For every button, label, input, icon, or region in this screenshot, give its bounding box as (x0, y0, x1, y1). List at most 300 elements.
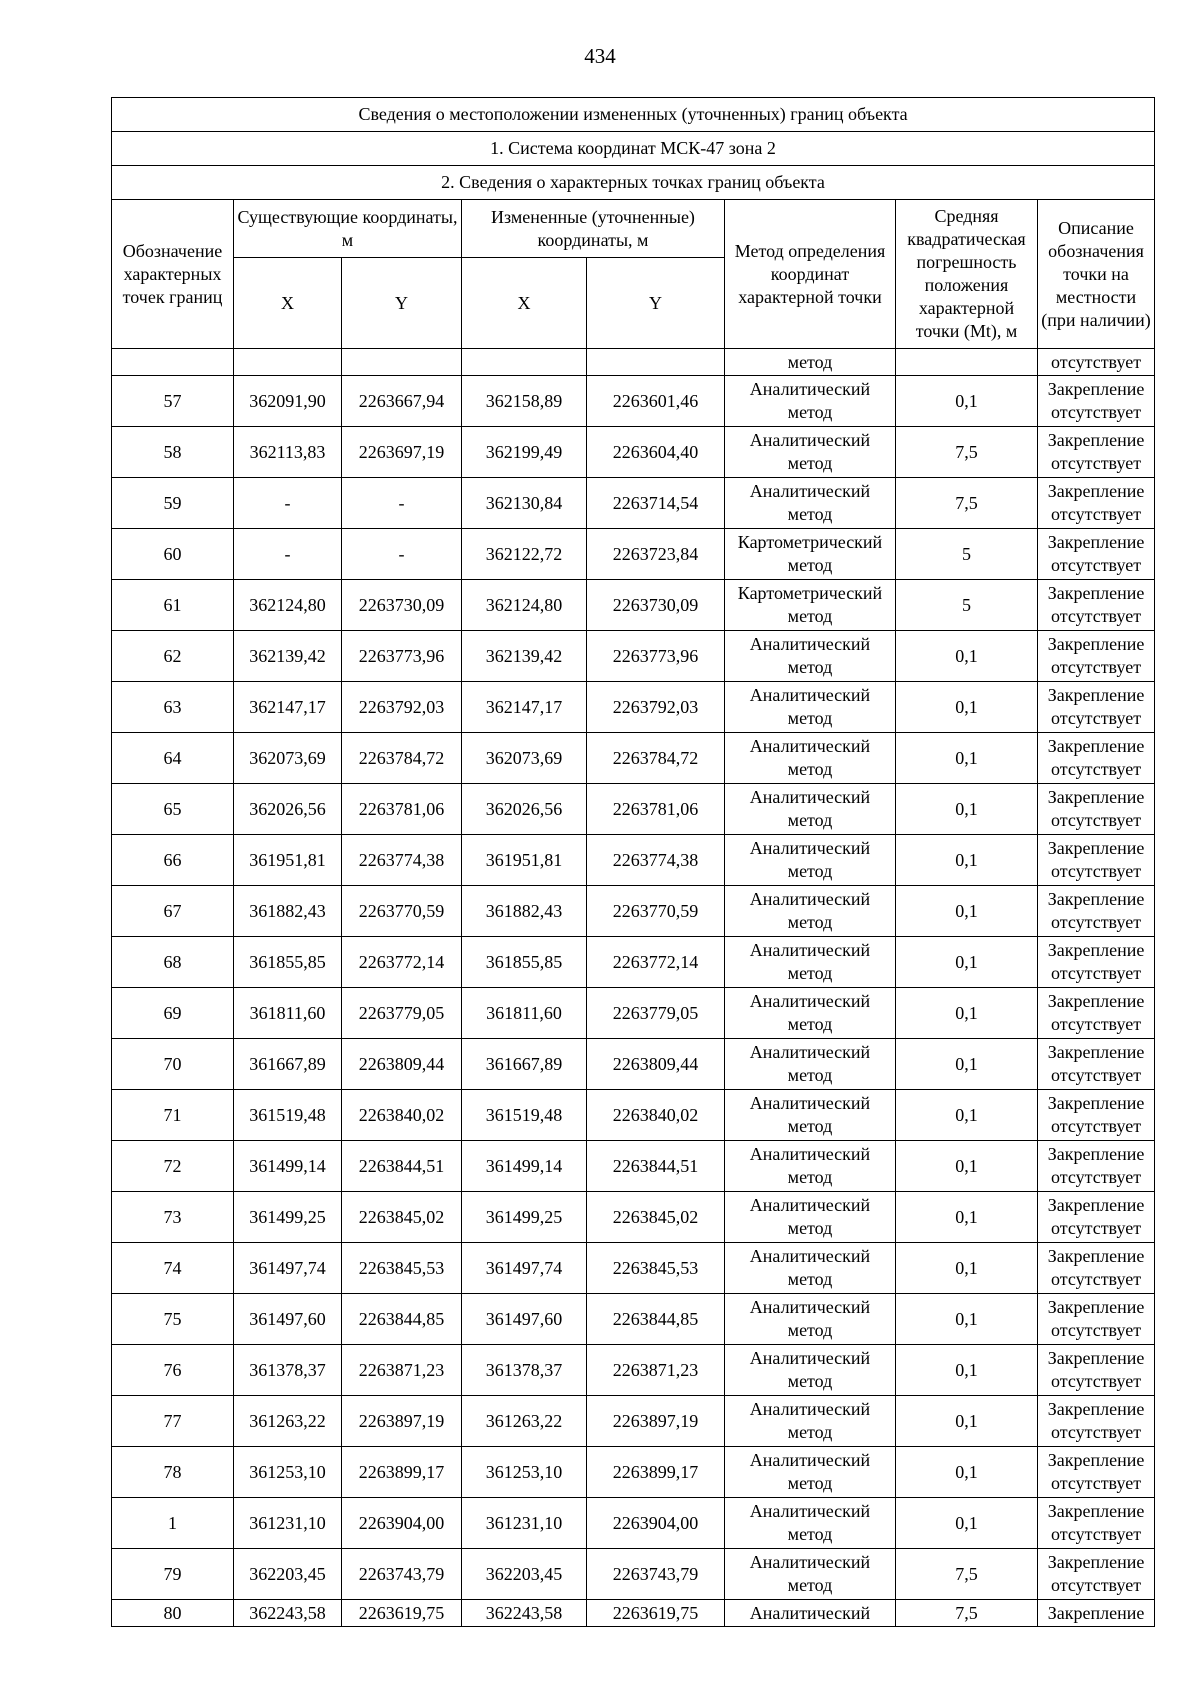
existing-y-cell: 2263770,59 (342, 886, 462, 937)
changed-x-cell: 362139,42 (462, 631, 587, 682)
description-cell (1038, 1294, 1155, 1345)
existing-y-cell: 2263743,79 (342, 1549, 462, 1600)
method-cell-line: метод (787, 861, 833, 881)
existing-y-cell: 2263844,85 (342, 1294, 462, 1345)
point-number-cell: 58 (112, 427, 234, 478)
table-cell (112, 349, 234, 376)
existing-x-cell: 362073,69 (234, 733, 342, 784)
table-cell (234, 349, 342, 376)
method-cell-line: метод (787, 1065, 833, 1085)
existing-y-cell: 2263774,38 (342, 835, 462, 886)
method-cell-line: метод (787, 1116, 833, 1136)
error-cell: 5 (896, 580, 1038, 631)
changed-x-cell: 362122,72 (462, 529, 587, 580)
existing-x-cell: 362139,42 (234, 631, 342, 682)
changed-x-cell: 361882,43 (462, 886, 587, 937)
method-cell-line: метод (787, 1320, 833, 1340)
changed-y-cell: 2263844,85 (587, 1294, 725, 1345)
changed-y-cell: 2263774,38 (587, 835, 725, 886)
point-number-cell: 69 (112, 988, 234, 1039)
description-cell-line: Закрепление (1047, 1093, 1145, 1113)
method-cell-line: метод (787, 402, 833, 422)
existing-y-cell: 2263697,19 (342, 427, 462, 478)
existing-x-cell: 362091,90 (234, 376, 342, 427)
method-cell: метод (725, 349, 896, 376)
description-cell-line: Закрепление (1047, 1297, 1145, 1317)
error-cell: 0,1 (896, 682, 1038, 733)
description-cell-line: Закрепление (1047, 1552, 1145, 1572)
method-cell-line: Аналитический (749, 1195, 871, 1215)
description-cell (1038, 1141, 1155, 1192)
description-cell (1038, 427, 1155, 478)
point-number-cell: 78 (112, 1447, 234, 1498)
error-cell: 7,5 (896, 478, 1038, 529)
description-cell (1038, 1090, 1155, 1141)
changed-x-cell: 362026,56 (462, 784, 587, 835)
description-cell-line: отсутствует (1051, 1065, 1142, 1085)
header-changed-x: X (462, 258, 587, 349)
existing-y-cell: 2263897,19 (342, 1396, 462, 1447)
method-cell (725, 1039, 896, 1090)
method-cell-line: Аналитический (749, 736, 871, 756)
description-cell (1038, 1192, 1155, 1243)
description-cell (1038, 886, 1155, 937)
point-number-cell: 57 (112, 376, 234, 427)
existing-x-cell: - (234, 478, 342, 529)
boundary-points-table (111, 97, 1155, 1627)
changed-y-cell: 2263844,51 (587, 1141, 725, 1192)
changed-y-cell: 2263845,02 (587, 1192, 725, 1243)
description-cell (1038, 580, 1155, 631)
method-cell-line: Аналитический (749, 1246, 871, 1266)
existing-y-cell: 2263773,96 (342, 631, 462, 682)
point-number-cell: 76 (112, 1345, 234, 1396)
method-cell-line: Аналитический (749, 991, 871, 1011)
table-row (112, 376, 1155, 427)
method-cell (725, 1498, 896, 1549)
changed-y-cell: 2263770,59 (587, 886, 725, 937)
existing-y-cell: 2263840,02 (342, 1090, 462, 1141)
error-cell: 0,1 (896, 784, 1038, 835)
method-cell (725, 580, 896, 631)
header-designation: Обозначение характерных точек границ (112, 200, 234, 349)
table-row (112, 1090, 1155, 1141)
changed-y-cell: 2263897,19 (587, 1396, 725, 1447)
existing-x-cell: - (234, 529, 342, 580)
description-cell-line: Закрепление (1047, 685, 1145, 705)
table-cell (342, 349, 462, 376)
error-cell: 0,1 (896, 937, 1038, 988)
description-cell-line: Закрепление (1047, 583, 1145, 603)
error-cell: 7,5 (896, 1549, 1038, 1600)
point-number-cell: 64 (112, 733, 234, 784)
changed-y-cell: 2263792,03 (587, 682, 725, 733)
existing-y-cell: 2263781,06 (342, 784, 462, 835)
table-row (112, 1141, 1155, 1192)
description-cell-line: Закрепление (1047, 1144, 1145, 1164)
header-existing-y: Y (342, 258, 462, 349)
changed-x-cell: 361378,37 (462, 1345, 587, 1396)
table-cell (896, 349, 1038, 376)
existing-x-cell: 362243,58 (234, 1600, 342, 1627)
method-cell-line: метод (787, 1524, 833, 1544)
table-row (112, 784, 1155, 835)
description-cell-line: отсутствует (1051, 1014, 1142, 1034)
method-cell (725, 1090, 896, 1141)
description-cell-line: отсутствует (1051, 657, 1142, 677)
method-cell-line: Аналитический (749, 889, 871, 909)
description-cell (1038, 1243, 1155, 1294)
description-cell-line: отсутствует (1051, 963, 1142, 983)
description-cell-line: Закрепление (1047, 787, 1145, 807)
description-cell-line: отсутствует (1051, 810, 1142, 830)
description-cell (1038, 733, 1155, 784)
error-cell: 0,1 (896, 733, 1038, 784)
error-cell: 0,1 (896, 1294, 1038, 1345)
table-row (112, 529, 1155, 580)
changed-x-cell: 362073,69 (462, 733, 587, 784)
method-cell (725, 1396, 896, 1447)
point-number-cell: 1 (112, 1498, 234, 1549)
changed-x-cell: 362124,80 (462, 580, 587, 631)
table-cell (462, 349, 587, 376)
method-cell-line: метод (787, 1269, 833, 1289)
method-cell-line: Аналитический (749, 940, 871, 960)
changed-x-cell: 362203,45 (462, 1549, 587, 1600)
method-cell-line: Аналитический (749, 379, 871, 399)
point-number-cell: 77 (112, 1396, 234, 1447)
method-cell-line: метод (787, 1371, 833, 1391)
description-cell-line: отсутствует (1051, 1422, 1142, 1442)
changed-y-cell: 2263840,02 (587, 1090, 725, 1141)
method-cell (725, 1192, 896, 1243)
changed-y-cell: 2263604,40 (587, 427, 725, 478)
description-cell-line: отсутствует (1051, 708, 1142, 728)
description-cell (1038, 835, 1155, 886)
changed-y-cell: 2263772,14 (587, 937, 725, 988)
table-row (112, 1600, 1155, 1627)
error-cell: 0,1 (896, 1396, 1038, 1447)
existing-y-cell: 2263809,44 (342, 1039, 462, 1090)
method-cell (725, 682, 896, 733)
table-row (112, 1294, 1155, 1345)
method-cell-line: метод (787, 1422, 833, 1442)
existing-x-cell: 361811,60 (234, 988, 342, 1039)
header-changed-y: Y (587, 258, 725, 349)
existing-y-cell: 2263784,72 (342, 733, 462, 784)
existing-x-cell: 361263,22 (234, 1396, 342, 1447)
method-cell-line: метод (787, 1167, 833, 1187)
description-cell-line: отсутствует (1051, 1269, 1142, 1289)
error-cell: 0,1 (896, 1498, 1038, 1549)
description-cell-line: отсутствует (1051, 1524, 1142, 1544)
description-cell-line: отсутствует (1051, 861, 1142, 881)
existing-y-cell: 2263772,14 (342, 937, 462, 988)
description-cell-line: отсутствует (1051, 1320, 1142, 1340)
description-cell-line: отсутствует (1051, 1575, 1142, 1595)
changed-y-cell: 2263773,96 (587, 631, 725, 682)
point-number-cell: 62 (112, 631, 234, 682)
existing-y-cell: - (342, 478, 462, 529)
description-cell-line: Закрепление (1047, 1195, 1145, 1215)
point-number-cell: 66 (112, 835, 234, 886)
changed-x-cell: 361519,48 (462, 1090, 587, 1141)
description-cell (1038, 1549, 1155, 1600)
error-cell: 7,5 (896, 427, 1038, 478)
error-cell: 0,1 (896, 1090, 1038, 1141)
method-cell (725, 427, 896, 478)
error-cell: 0,1 (896, 886, 1038, 937)
method-cell (725, 478, 896, 529)
description-cell (1038, 376, 1155, 427)
description-cell-line: отсутствует (1051, 1473, 1142, 1493)
existing-x-cell: 361231,10 (234, 1498, 342, 1549)
method-cell-line: метод (787, 1575, 833, 1595)
changed-x-cell: 361499,25 (462, 1192, 587, 1243)
existing-y-cell: 2263845,02 (342, 1192, 462, 1243)
method-cell (725, 631, 896, 682)
method-cell-line: Аналитический (749, 430, 871, 450)
changed-x-cell: 361231,10 (462, 1498, 587, 1549)
table-title: Сведения о местоположении измененных (уточненных) границ объекта (112, 98, 1155, 132)
existing-y-cell: - (342, 529, 462, 580)
changed-x-cell: 362243,58 (462, 1600, 587, 1627)
description-cell-line: отсутствует (1051, 402, 1142, 422)
changed-y-cell: 2263904,00 (587, 1498, 725, 1549)
existing-y-cell: 2263730,09 (342, 580, 462, 631)
changed-x-cell: 362199,49 (462, 427, 587, 478)
table-row (112, 682, 1155, 733)
table-row (112, 1498, 1155, 1549)
description-cell (1038, 1345, 1155, 1396)
method-cell-line: Аналитический (749, 1552, 871, 1572)
changed-y-cell: 2263601,46 (587, 376, 725, 427)
existing-x-cell: 361519,48 (234, 1090, 342, 1141)
method-cell-line: метод (787, 810, 833, 830)
changed-x-cell: 362147,17 (462, 682, 587, 733)
changed-y-cell: 2263714,54 (587, 478, 725, 529)
point-number-cell: 61 (112, 580, 234, 631)
description-cell-line: Закрепление (1047, 991, 1145, 1011)
table-row (112, 1243, 1155, 1294)
description-cell: отсутствует (1038, 349, 1155, 376)
method-cell-line: метод (787, 1218, 833, 1238)
method-cell-line: метод (787, 453, 833, 473)
changed-y-cell: 2263779,05 (587, 988, 725, 1039)
table-row (112, 1396, 1155, 1447)
changed-x-cell: 361667,89 (462, 1039, 587, 1090)
method-cell-line: метод (787, 504, 833, 524)
table-row (112, 1447, 1155, 1498)
table-row (112, 733, 1155, 784)
description-cell (1038, 988, 1155, 1039)
changed-x-cell: 361253,10 (462, 1447, 587, 1498)
existing-x-cell: 361497,60 (234, 1294, 342, 1345)
description-cell-line: Закрепление (1047, 532, 1145, 552)
method-cell (725, 376, 896, 427)
description-cell-line: Закрепление (1047, 1348, 1145, 1368)
description-cell-line: Закрепление (1047, 1246, 1145, 1266)
method-cell-line: Аналитический (749, 1501, 871, 1521)
existing-y-cell: 2263667,94 (342, 376, 462, 427)
method-cell (725, 1549, 896, 1600)
method-cell-line: Картометрический (737, 583, 883, 603)
error-cell: 0,1 (896, 1243, 1038, 1294)
description-cell (1038, 1039, 1155, 1090)
point-number-cell: 79 (112, 1549, 234, 1600)
method-cell-line: Аналитический (749, 1093, 871, 1113)
error-cell: 0,1 (896, 1039, 1038, 1090)
method-cell-line: Аналитический (749, 634, 871, 654)
existing-y-cell: 2263904,00 (342, 1498, 462, 1549)
existing-y-cell: 2263792,03 (342, 682, 462, 733)
description-cell (1038, 478, 1155, 529)
table-row (112, 988, 1155, 1039)
method-cell-line: метод (787, 1014, 833, 1034)
existing-y-cell: 2263899,17 (342, 1447, 462, 1498)
description-cell (1038, 1447, 1155, 1498)
existing-x-cell: 361378,37 (234, 1345, 342, 1396)
description-cell-line: Закрепление (1047, 379, 1145, 399)
description-cell-line: Закрепление (1047, 481, 1145, 501)
page-number: 434 (584, 44, 616, 68)
error-cell: 0,1 (896, 1345, 1038, 1396)
changed-y-cell: 2263723,84 (587, 529, 725, 580)
description-cell-line: отсутствует (1051, 606, 1142, 626)
method-cell (725, 988, 896, 1039)
header-description: Описание обозначения точки на местности (при наличии) (1038, 200, 1155, 349)
table-row (112, 1549, 1155, 1600)
point-number-cell: 63 (112, 682, 234, 733)
description-cell-line: отсутствует (1051, 1218, 1142, 1238)
existing-x-cell: 361882,43 (234, 886, 342, 937)
changed-y-cell: 2263809,44 (587, 1039, 725, 1090)
description-cell-line: Закрепление (1047, 1399, 1145, 1419)
method-cell (725, 886, 896, 937)
error-cell: 0,1 (896, 835, 1038, 886)
table-row (112, 1039, 1155, 1090)
changed-x-cell: 361499,14 (462, 1141, 587, 1192)
description-cell-line: отсутствует (1051, 504, 1142, 524)
existing-x-cell: 361499,25 (234, 1192, 342, 1243)
existing-x-cell: 362124,80 (234, 580, 342, 631)
table-row (112, 937, 1155, 988)
method-cell (725, 784, 896, 835)
description-cell-line: отсутствует (1051, 453, 1142, 473)
method-cell-line: метод (787, 708, 833, 728)
changed-x-cell: 361497,60 (462, 1294, 587, 1345)
method-cell-line: метод (787, 759, 833, 779)
method-cell (725, 1447, 896, 1498)
existing-x-cell: 361667,89 (234, 1039, 342, 1090)
changed-x-cell: 361497,74 (462, 1243, 587, 1294)
method-cell-line: Аналитический (749, 1450, 871, 1470)
point-number-cell: 73 (112, 1192, 234, 1243)
header-method: Метод определения координат характерной точки (725, 200, 896, 349)
header-error: Средняя квадратическая погрешность положения характерной точки (Mt), м (896, 200, 1038, 349)
table-row (112, 1192, 1155, 1243)
description-cell-line: Закрепление (1047, 1450, 1145, 1470)
coordinate-system-heading: 1. Система координат МСК-47 зона 2 (112, 132, 1155, 166)
existing-x-cell: 362203,45 (234, 1549, 342, 1600)
method-cell-line: метод (787, 963, 833, 983)
error-cell: 0,1 (896, 631, 1038, 682)
existing-x-cell: 361855,85 (234, 937, 342, 988)
method-cell-line: Аналитический (749, 1144, 871, 1164)
error-cell: 0,1 (896, 1447, 1038, 1498)
method-cell-line: метод (787, 912, 833, 932)
existing-x-cell: 361499,14 (234, 1141, 342, 1192)
changed-x-cell: 361263,22 (462, 1396, 587, 1447)
table-row (112, 1345, 1155, 1396)
method-cell (725, 529, 896, 580)
existing-y-cell: 2263619,75 (342, 1600, 462, 1627)
error-cell: 0,1 (896, 988, 1038, 1039)
changed-y-cell: 2263871,23 (587, 1345, 725, 1396)
point-number-cell: 70 (112, 1039, 234, 1090)
description-cell-line: отсутствует (1051, 1371, 1142, 1391)
points-section-heading: 2. Сведения о характерных точках границ объекта (112, 166, 1155, 200)
table-row (112, 580, 1155, 631)
error-cell: 7,5 (896, 1600, 1038, 1627)
header-changed-coordinates: Измененные (уточненные) координаты, м (462, 200, 725, 258)
description-cell: Закрепление (1038, 1600, 1155, 1627)
error-cell: 5 (896, 529, 1038, 580)
description-cell (1038, 1396, 1155, 1447)
method-cell (725, 835, 896, 886)
existing-x-cell: 362113,83 (234, 427, 342, 478)
method-cell (725, 937, 896, 988)
existing-y-cell: 2263779,05 (342, 988, 462, 1039)
point-number-cell: 80 (112, 1600, 234, 1627)
existing-y-cell: 2263844,51 (342, 1141, 462, 1192)
point-number-cell: 65 (112, 784, 234, 835)
method-cell (725, 1141, 896, 1192)
changed-x-cell: 362158,89 (462, 376, 587, 427)
description-cell (1038, 784, 1155, 835)
table-cell (587, 349, 725, 376)
method-cell: Аналитический (725, 1600, 896, 1627)
header-existing-x: X (234, 258, 342, 349)
point-number-cell: 75 (112, 1294, 234, 1345)
description-cell-line: отсутствует (1051, 1116, 1142, 1136)
method-cell-line: Аналитический (749, 1297, 871, 1317)
method-cell-line: Аналитический (749, 1348, 871, 1368)
point-number-cell: 67 (112, 886, 234, 937)
description-cell-line: отсутствует (1051, 1167, 1142, 1187)
changed-y-cell: 2263781,06 (587, 784, 725, 835)
method-cell-line: Аналитический (749, 1399, 871, 1419)
existing-y-cell: 2263871,23 (342, 1345, 462, 1396)
description-cell-line: отсутствует (1051, 555, 1142, 575)
existing-x-cell: 362147,17 (234, 682, 342, 733)
description-cell-line: Закрепление (1047, 430, 1145, 450)
method-cell-line: метод (787, 606, 833, 626)
existing-x-cell: 361497,74 (234, 1243, 342, 1294)
existing-x-cell: 362026,56 (234, 784, 342, 835)
description-cell-line: Закрепление (1047, 634, 1145, 654)
description-cell-line: Закрепление (1047, 838, 1145, 858)
point-number-cell: 59 (112, 478, 234, 529)
changed-x-cell: 361811,60 (462, 988, 587, 1039)
changed-y-cell: 2263784,72 (587, 733, 725, 784)
method-cell-line: метод (787, 555, 833, 575)
existing-x-cell: 361951,81 (234, 835, 342, 886)
point-number-cell: 72 (112, 1141, 234, 1192)
point-number-cell: 74 (112, 1243, 234, 1294)
method-cell-line: Картометрический (737, 532, 883, 552)
changed-y-cell: 2263899,17 (587, 1447, 725, 1498)
